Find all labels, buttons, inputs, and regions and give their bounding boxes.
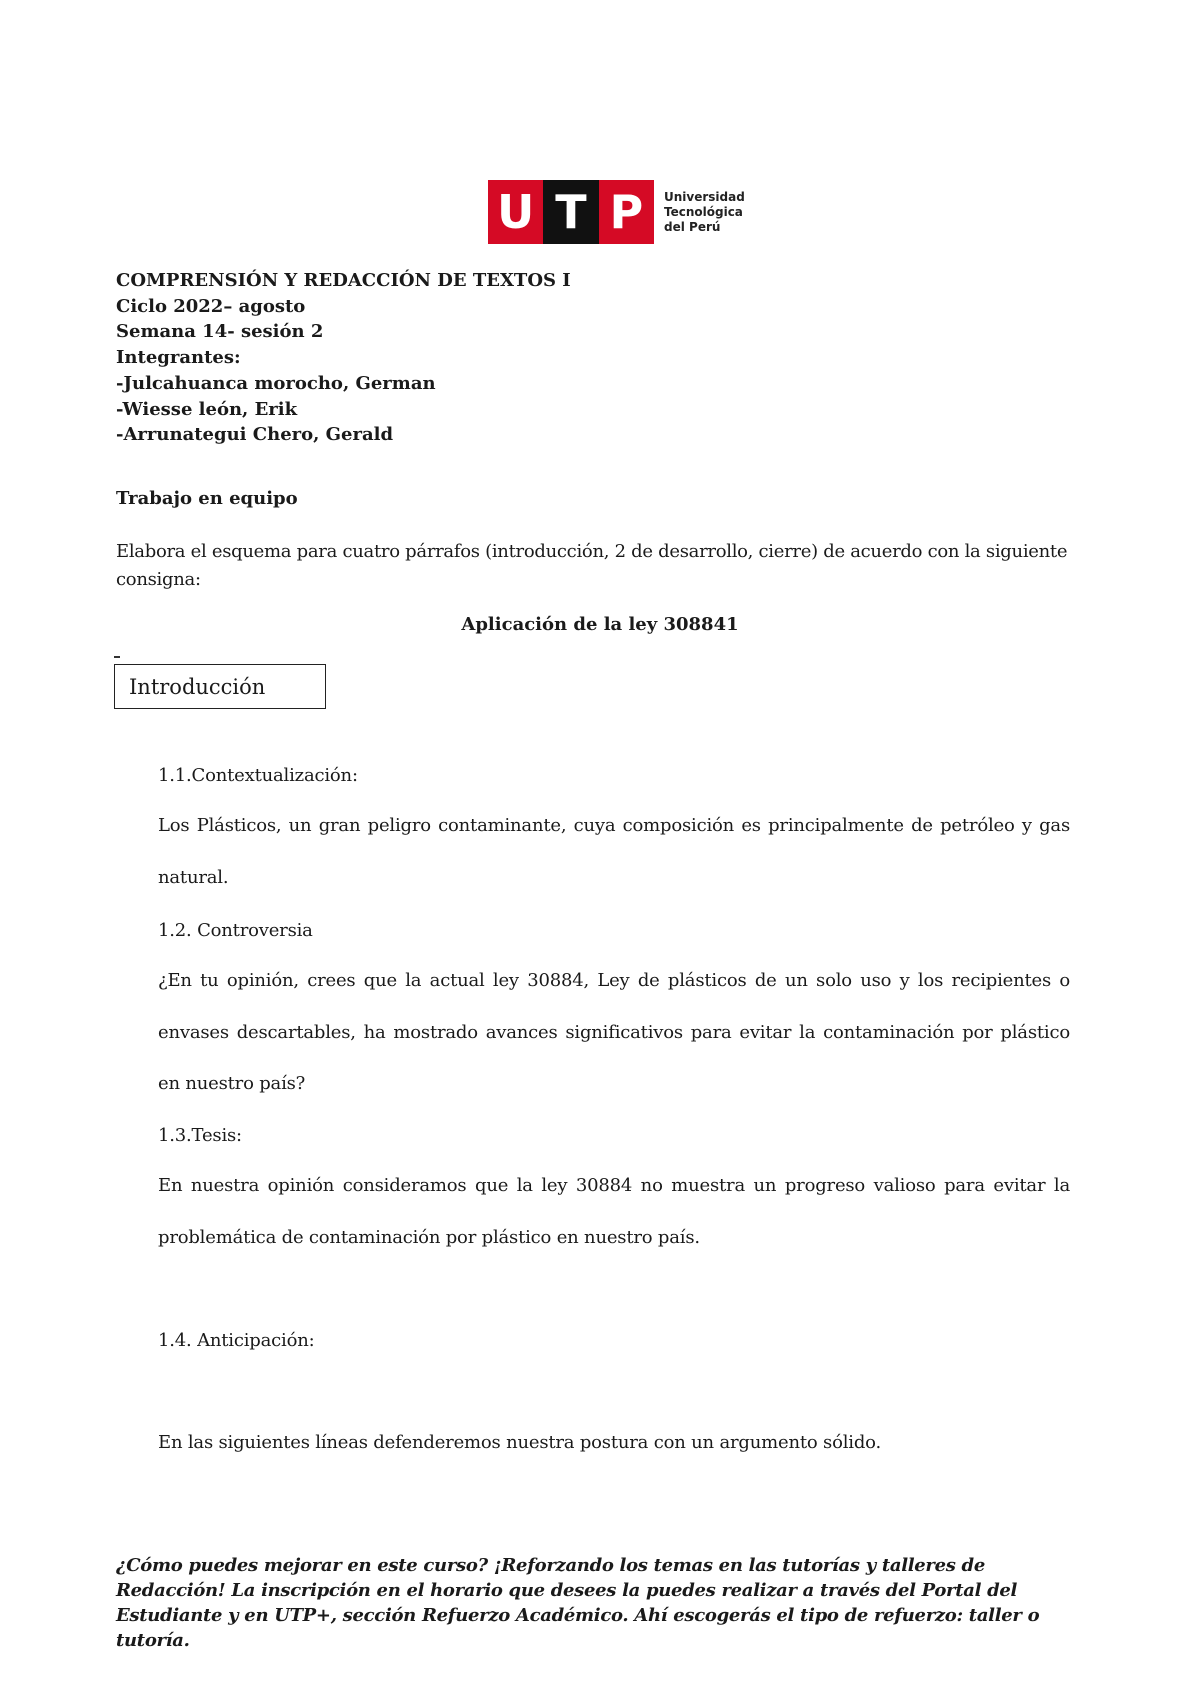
paragraph-marker (114, 656, 120, 658)
anticipation-text: En las siguientes líneas defenderemos nuestra postura con un argumento sólido. (158, 1432, 881, 1453)
controversy-text: ¿En tu opinión, crees que la actual ley 30884, Ley de plásticos de un solo uso y los recipientes o envases descartables, ha mostrado avances significativos para evitar la contaminación por plástico en nuestro país? (158, 970, 1070, 1094)
utp-logo (488, 180, 745, 244)
controversy-title: 1.2. Controversia (158, 920, 313, 941)
university-name-line: Tecnológica (664, 204, 743, 219)
member-name: -Arrunategui Chero, Gerald (116, 424, 394, 446)
logo-letter-u: U (496, 185, 535, 239)
thesis-text: En nuestra opinión consideramos que la ley 30884 no muestra un progreso valioso para evitar la problemática de contaminación por plástico en nuestro país. (158, 1175, 1070, 1248)
members-label: Integrantes: (116, 347, 241, 369)
university-name-line: Universidad (664, 189, 745, 204)
course-title: COMPRENSIÓN Y REDACCIÓN DE TEXTOS I (116, 270, 571, 291)
utp-logo-mark (488, 180, 654, 244)
logo-letter-t: T (543, 180, 598, 244)
logo-letter-p: P (609, 185, 644, 239)
thesis-title: 1.3.Tesis: (158, 1125, 242, 1146)
assignment-heading: Trabajo en equipo (116, 488, 298, 509)
anticipation-title: 1.4. Anticipación: (158, 1330, 315, 1351)
week-line: Semana 14- sesión 2 (116, 321, 324, 343)
member-name: -Julcahuanca morocho, German (116, 372, 436, 394)
context-title: 1.1.Contextualización: (158, 765, 358, 786)
assignment-topic: Aplicación de la ley 308841 (461, 614, 739, 635)
document-header (116, 268, 571, 448)
introduction-box: Introducción (114, 664, 326, 709)
footer-note: ¿Cómo puedes mejorar en este curso? ¡Reforzando los temas en las tutorías y talleres de Redacción! La inscripción en el horario que desees la puedes realizar a través del Portal del Estudiante y en UTP+, sección Refuerzo Académico. Ahí escogerás el tipo de refuerzo: taller o tutoría. (116, 1555, 1040, 1651)
context-text: Los Plásticos, un gran peligro contaminante, cuya composición es principalmente de petróleo y gas natural. (158, 815, 1070, 888)
university-name (664, 190, 745, 235)
cycle-line: Ciclo 2022– agosto (116, 295, 306, 317)
member-name: -Wiesse león, Erik (116, 398, 298, 420)
university-name-line: del Perú (664, 219, 721, 234)
assignment-instructions: Elabora el esquema para cuatro párrafos (introducción, 2 de desarrollo, cierre) de acuerdo con la siguiente consigna: (116, 541, 1068, 590)
